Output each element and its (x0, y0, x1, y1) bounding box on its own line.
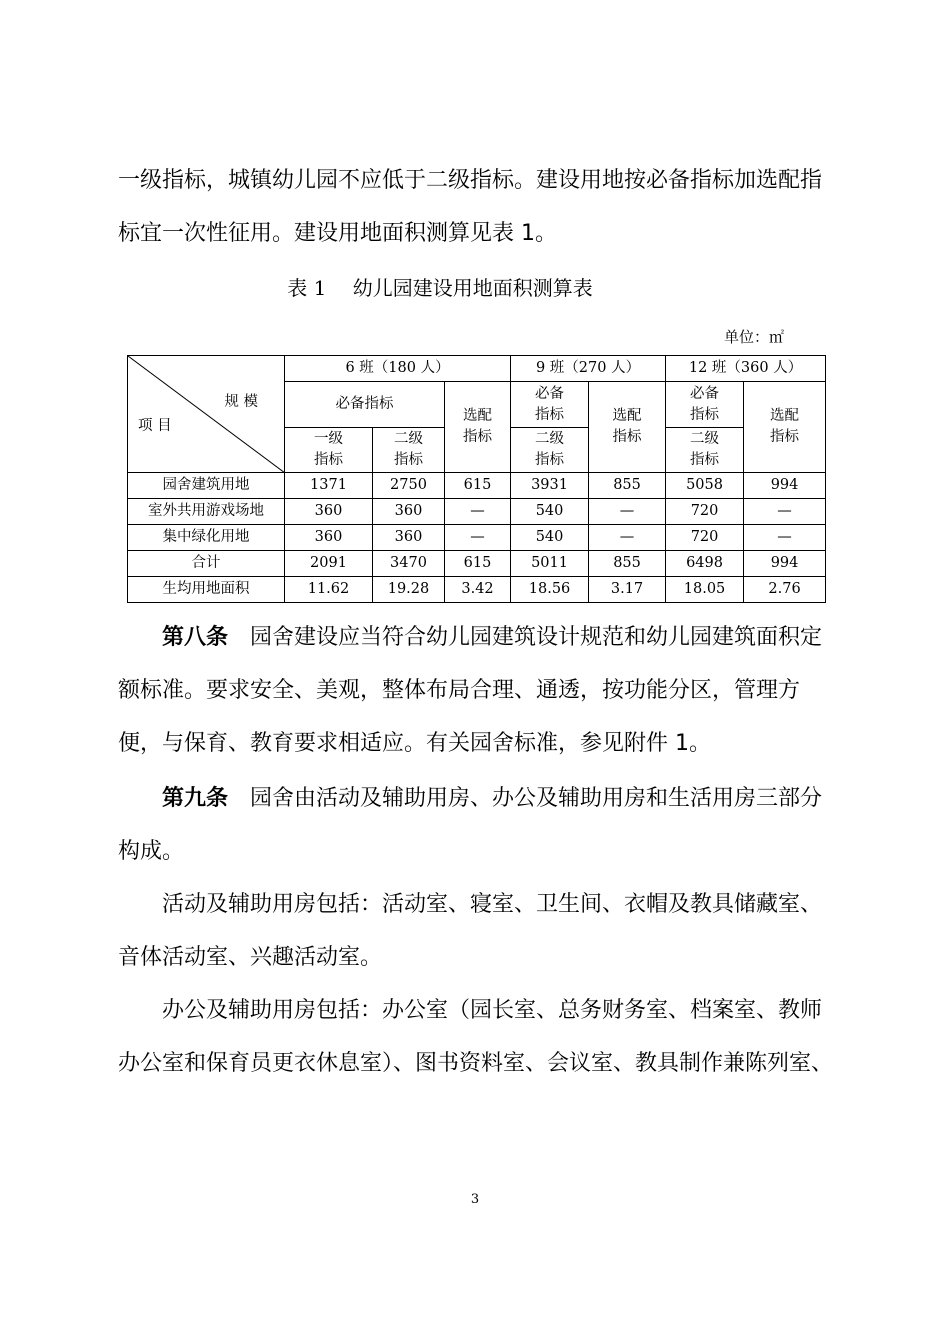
table-cell: 720 (666, 499, 744, 525)
activity-rooms-paragraph: 活动及辅助用房包括：活动室、寝室、卫生间、衣帽及教具储藏室、音体活动室、兴趣活动室。 (118, 892, 823, 970)
table-cell: 720 (666, 525, 744, 551)
table-cell: 360 (373, 525, 445, 551)
table-cell: 994 (744, 551, 826, 577)
table-cell: — (445, 499, 511, 525)
table-row (128, 473, 826, 499)
corner-diagonal (128, 356, 285, 473)
table-caption: 表 1 幼儿园建设用地面积测算表 (287, 276, 593, 300)
optional-header-6: 选配 指标 (445, 382, 511, 473)
optional-header-12: 选配 指标 (744, 382, 826, 473)
article-9-text: 园舍由活动及辅助用房、办公及辅助用房和生活用房三部分构成。 (118, 786, 823, 864)
table-corner-header (128, 356, 285, 473)
table-cell: 2091 (285, 551, 373, 577)
row-label: 集中绿化用地 (128, 525, 285, 551)
table-cell: 5058 (666, 473, 744, 499)
level2-header-9: 二级 指标 (511, 428, 589, 473)
table-cell: 1371 (285, 473, 373, 499)
table-cell: 360 (373, 499, 445, 525)
table-unit: 单位：㎡ (724, 328, 785, 346)
table-cell: 540 (511, 525, 589, 551)
article-9 (118, 772, 838, 878)
required-header-9: 必备 指标 (511, 382, 589, 428)
table-cell: — (744, 525, 826, 551)
row-label: 合计 (128, 551, 285, 577)
page-number: 3 (470, 1192, 480, 1207)
table-row (128, 499, 826, 525)
table-cell: 615 (445, 473, 511, 499)
level2-header-12: 二级 指标 (666, 428, 744, 473)
optional-header-9: 选配 指标 (589, 382, 666, 473)
table-cell: 3470 (373, 551, 445, 577)
table-cell: 3.42 (445, 577, 511, 603)
table-cell: 540 (511, 499, 589, 525)
table-row (128, 525, 826, 551)
table-row (128, 577, 826, 603)
row-label: 生均用地面积 (128, 577, 285, 603)
office-rooms-paragraph: 办公及辅助用房包括：办公室（园长室、总务财务室、档案室、教师办公室和保育员更衣休息室）、图书资料室、会议室、教具制作兼陈列室、 (118, 998, 834, 1076)
required-index-header: 必备指标 (285, 382, 445, 428)
required-header-12: 必备 指标 (666, 382, 744, 428)
level1-header: 一级 指标 (285, 428, 373, 473)
intro-line-2: 标宜一次性征用。建设用地面积测算见表 1。 (118, 221, 557, 246)
table-cell: 855 (589, 473, 666, 499)
table-cell: 18.05 (666, 577, 744, 603)
table-cell: 994 (744, 473, 826, 499)
table-cell: 3931 (511, 473, 589, 499)
table-cell: 6498 (666, 551, 744, 577)
row-label: 园舍建筑用地 (128, 473, 285, 499)
table-cell: 19.28 (373, 577, 445, 603)
intro-line-1: 一级指标，城镇幼儿园不应低于二级指标。建设用地按必备指标加选配指 (118, 168, 823, 193)
land-area-table (127, 355, 826, 603)
table-cell: 5011 (511, 551, 589, 577)
table-cell: 18.56 (511, 577, 589, 603)
corner-item-label: 项 目 (138, 418, 172, 434)
table-cell: 2750 (373, 473, 445, 499)
table-cell: 2.76 (744, 577, 826, 603)
table-cell: — (589, 525, 666, 551)
table-cell: 11.62 (285, 577, 373, 603)
article-9-heading: 第九条 (162, 786, 229, 811)
group-9-classes: 9 班（270 人） (511, 356, 666, 382)
level2-header-6: 二级 指标 (373, 428, 445, 473)
article-8-heading: 第八条 (162, 625, 229, 650)
article-8-text: 园舍建设应当符合幼儿园建筑设计规范和幼儿园建筑面积定额标准。要求安全、美观，整体布局合理、通透，按功能分区，管理方便，与保育、教育要求相适应。有关园舍标准，参见附件 1。 (118, 625, 823, 756)
group-12-classes: 12 班（360 人） (666, 356, 826, 382)
table-cell: — (445, 525, 511, 551)
group-6-classes: 6 班（180 人） (285, 356, 511, 382)
article-8 (118, 611, 838, 770)
table-cell: — (589, 499, 666, 525)
table-cell: — (744, 499, 826, 525)
table-cell: 360 (285, 525, 373, 551)
corner-scale-label: 规 模 (224, 394, 258, 410)
table-row (128, 551, 826, 577)
table-cell: 360 (285, 499, 373, 525)
row-label: 室外共用游戏场地 (128, 499, 285, 525)
table-cell: 3.17 (589, 577, 666, 603)
table-cell: 855 (589, 551, 666, 577)
table-cell: 615 (445, 551, 511, 577)
